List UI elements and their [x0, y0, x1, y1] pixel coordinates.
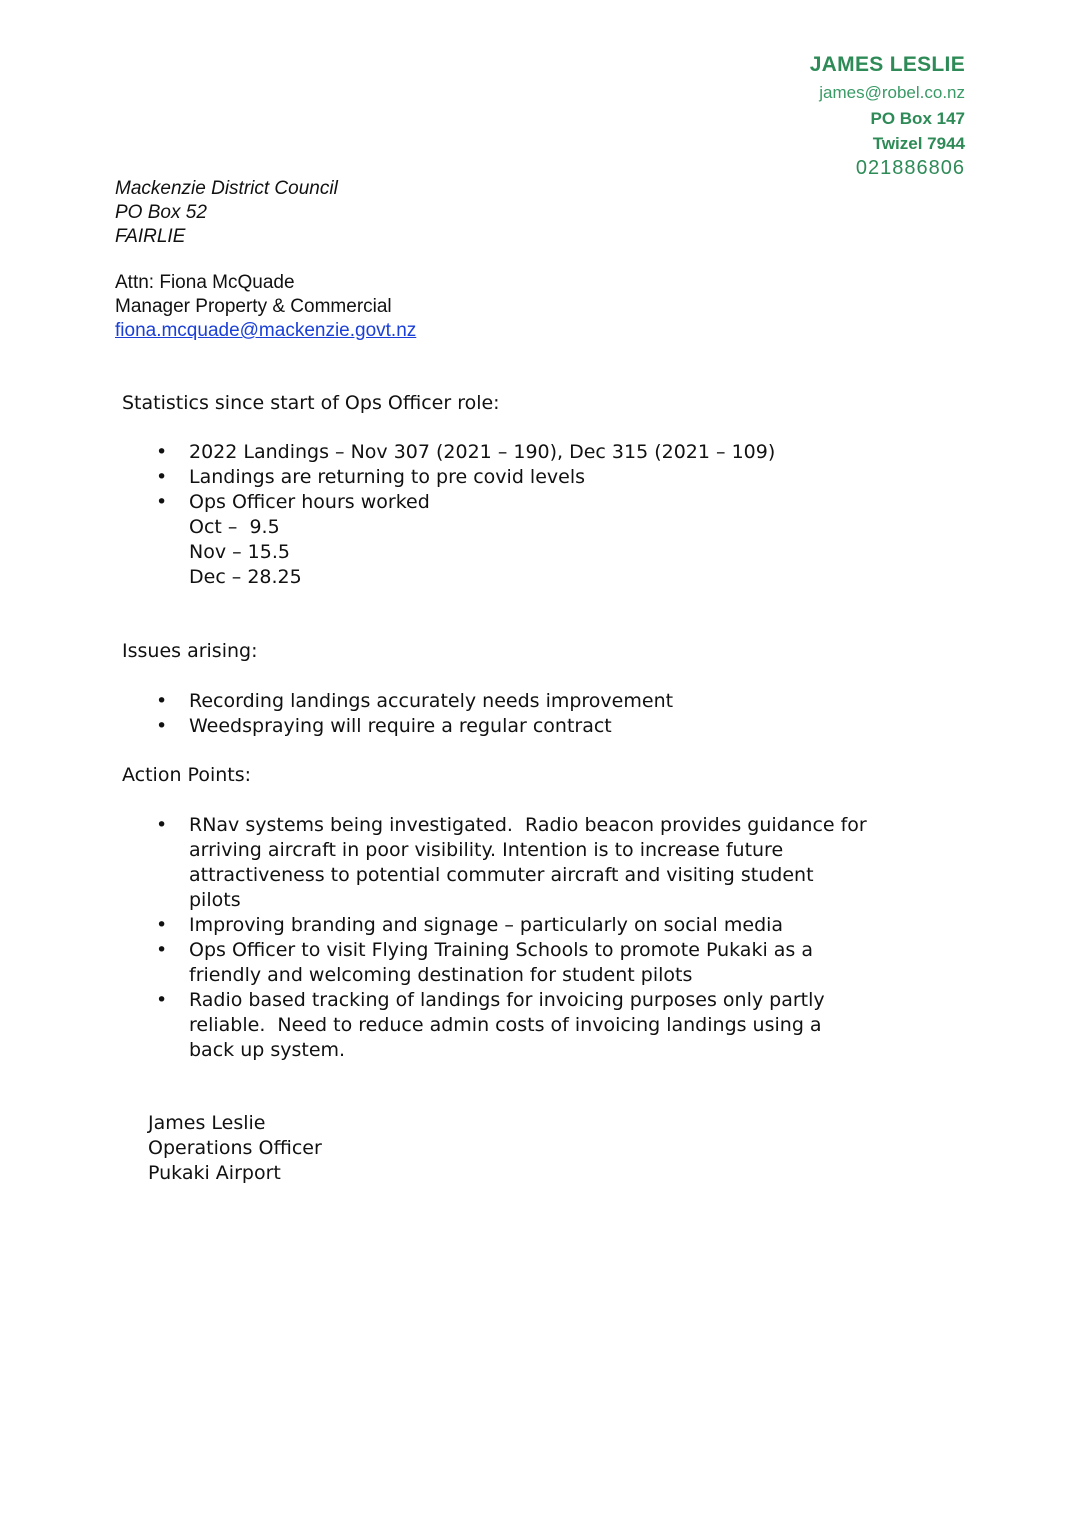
- list-item: • Ops Officer hours worked Oct – 9.5 Nov – 15.5 Dec – 28.25: [150, 490, 950, 590]
- signature-name: James Leslie: [148, 1112, 266, 1134]
- attention-block: [115, 271, 416, 343]
- recipient-town: FAIRLIE: [115, 226, 186, 247]
- sender-po-box: PO Box 147: [870, 109, 965, 128]
- actions-list: [150, 813, 950, 1063]
- list-item: • RNav systems being investigated. Radio beacon provides guidance for arriving aircraft in poor visibility. Intention is to increase future attractiveness to potential commuter aircraft and visiting student pilots: [156, 814, 867, 911]
- list-item: • Landings are returning to pre covid levels: [156, 466, 586, 488]
- hours-nov: Nov – 15.5: [189, 541, 290, 563]
- sender-town: Twizel 7944: [872, 134, 965, 153]
- hours-dec: Dec – 28.25: [189, 566, 302, 588]
- bullet-icon: •: [156, 914, 168, 936]
- attn-name: Attn: Fiona McQuade: [115, 272, 295, 293]
- attn-email-link[interactable]: fiona.mcquade@mackenzie.govt.nz: [115, 320, 417, 341]
- statistics-list: [150, 440, 950, 590]
- bullet-icon: •: [156, 690, 168, 712]
- recipient-org: Mackenzie District Council: [115, 178, 338, 199]
- list-item: • Ops Officer to visit Flying Training Schools to promote Pukaki as a friendly and welcoming destination for student pilots: [156, 939, 813, 986]
- list-item: • 2022 Landings – Nov 307 (2021 – 190), Dec 315 (2021 – 109): [156, 441, 776, 463]
- bullet-icon: •: [156, 715, 168, 737]
- bullet-icon: •: [156, 466, 168, 488]
- list-item: • Improving branding and signage – particularly on social media: [156, 914, 784, 936]
- sender-email: james@robel.co.nz: [819, 83, 965, 102]
- list-item: • Weedspraying will require a regular contract: [156, 715, 612, 737]
- bullet-icon: •: [156, 814, 168, 836]
- bullet-icon: •: [156, 491, 168, 513]
- bullet-icon: •: [156, 989, 168, 1011]
- signature-title: Operations Officer: [148, 1137, 322, 1159]
- list-item: • Radio based tracking of landings for invoicing purposes only partly reliable. Need to reduce admin costs of invoicing landings using a back up system.: [156, 989, 825, 1061]
- list-item: • Recording landings accurately needs improvement: [156, 690, 674, 712]
- recipient-po-box: PO Box 52: [115, 202, 207, 223]
- issues-list: [150, 689, 950, 739]
- statistics-heading: Statistics since start of Ops Officer role:: [122, 392, 500, 414]
- bullet-icon: •: [156, 939, 168, 961]
- sender-phone: 021886806: [855, 157, 965, 179]
- signature-block: [148, 1111, 322, 1186]
- recipient-address: [115, 177, 338, 249]
- sender-name: JAMES LESLIE: [809, 53, 965, 76]
- attn-title: Manager Property & Commercial: [115, 296, 392, 317]
- hours-oct: Oct – 9.5: [189, 516, 280, 538]
- letterhead: [810, 50, 965, 180]
- issues-heading: Issues arising:: [122, 640, 258, 662]
- signature-org: Pukaki Airport: [148, 1162, 281, 1184]
- bullet-icon: •: [156, 441, 168, 463]
- actions-heading: Action Points:: [122, 764, 252, 786]
